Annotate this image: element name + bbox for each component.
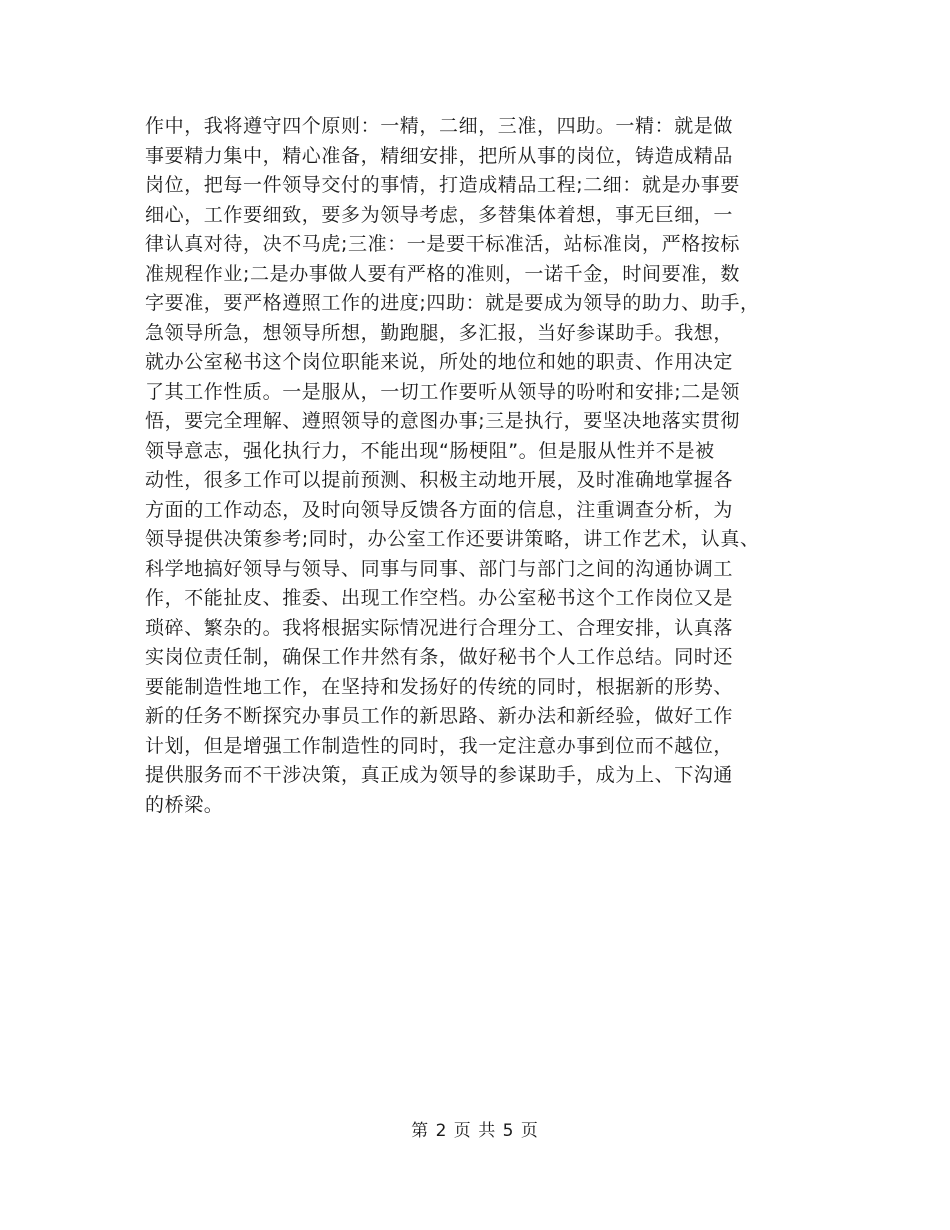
text-line: 事要精力集中，精心准备，精细安排，把所从事的岗位，铸造成精品 — [145, 144, 734, 167]
text-line: 作，不能扯皮、推委、出现工作空档。办公室秘书这个工作岗位又是 — [145, 587, 734, 609]
text-line: 准规程作业;二是办事做人要有严格的准则，一诺千金，时间要准，数 — [145, 262, 741, 285]
text-line: 了其工作性质。一是服从，一切工作要听从领导的吩咐和安排;二是领 — [145, 380, 741, 403]
text-line: 律认真对待，决不马虎;三准：一是要干标准活，站标准岗，严格按标 — [145, 233, 741, 255]
text-line: 就办公室秘书这个岗位职能来说，所处的地位和她的职责、作用决定 — [145, 351, 734, 373]
page-number-footer: 第 2 页 共 5 页 — [411, 1121, 539, 1141]
text-line: 科学地搞好领导与领导、同事与同事、部门与部门之间的沟通协调工 — [145, 557, 734, 580]
text-line: 字要准，要严格遵照工作的进度;四助：就是要成为领导的助力、助手， — [145, 292, 760, 314]
text-line: 悟，要完全理解、遵照领导的意图办事;三是执行，要坚决地落实贯彻 — [145, 410, 741, 432]
text-line: 实岗位责任制，确保工作井然有条，做好秘书个人工作总结。同时还 — [145, 646, 734, 668]
text-line: 急领导所急，想领导所想，勤跑腿，多汇报，当好参谋助手。我想， — [145, 321, 734, 344]
text-line: 细心，工作要细致，要多为领导考虑，多替集体着想，事无巨细，一 — [145, 203, 734, 226]
text-line: 动性，很多工作可以提前预测、积极主动地开展，及时准确地掌握各 — [145, 469, 734, 491]
text-line: 方面的工作动态，及时向领导反馈各方面的信息，注重调查分析，为 — [145, 498, 734, 521]
text-line: 要能制造性地工作，在坚持和发扬好的传统的同时，根据新的形势、 — [145, 675, 734, 698]
text-line: 计划，但是增强工作制造性的同时，我一定注意办事到位而不越位， — [145, 734, 734, 757]
text-line: 的桥梁。 — [145, 793, 224, 816]
body-text — [145, 112, 835, 820]
text-line: 作中，我将遵守四个原则：一精，二细，三准，四助。一精：就是做 — [145, 115, 734, 137]
text-line: 领导提供决策参考;同时，办公室工作还要讲策略，讲工作艺术，认真、 — [145, 528, 760, 550]
text-line: 领导意志，强化执行力，不能出现“肠梗阻”。但是服从性并不是被 — [145, 439, 715, 462]
text-line: 琐碎、繁杂的。我将根据实际情况进行合理分工、合理安排，认真落 — [145, 616, 734, 639]
text-line: 提供服务而不干涉决策，真正成为领导的参谋助手，成为上、下沟通 — [145, 764, 734, 786]
text-line: 岗位，把每一件领导交付的事情，打造成精品工程;二细：就是办事要 — [145, 174, 741, 196]
text-line: 新的任务不断探究办事员工作的新思路、新办法和新经验，做好工作 — [145, 705, 734, 727]
